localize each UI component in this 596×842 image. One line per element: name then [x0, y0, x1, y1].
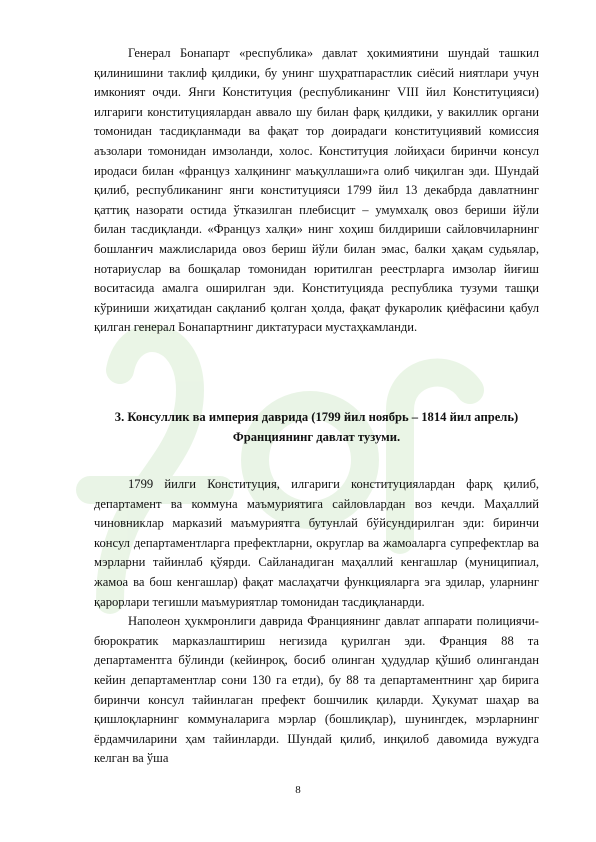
section-heading: 3. Консуллик ва империя даврида (1799 йил ноябрь – 1814 йил апрель) Франциянинг давлат тузуми.: [114, 409, 519, 444]
paragraph-top-1: Генерал Бонапарт «республика» давлат ҳокимиятини шундай ташкил қилинишини таклиф қилдики, бу унинг шуҳратпарастлик сиёсий ниятлари учун имконият очди. Янги Конституция (республиканинг VIII йил Конституцияси) илгариги конституциялардан аввало шу билан фарқ қилдики, у вакиллик органи томонидан тасдиқланмади ва фақат тор доирадаги конституциявий комиссия аъзолари томонидан имзоланди, холос. Конституция лойиҳаси биринчи консул иродаси билан «француз халқининг маъқуллаши»га олиб чиқилган эди. Шундай қилиб, республиканинг янги конституцияси 1799 йил 13 декабрда давлатнинг қаттиқ назорати остида ўтказилган плебисцит – умумхалқ овоз бериши йўли билан тасдиқланди. «Француз халқи» нинг хоҳиш билдириши сайловчиларнинг бошланғич мажлисларида овоз бериш йўли билан эмас, балки ҳақам судьялар, нотариуслар ва бошқалар томонидан юритилган реестрларга имзолар йиғиш воситасида амалга оширилган эди. Конституцияда республика тузуми ташқи кўриниши жиҳатидан сақланиб қолган ҳолда, фақат фукаролик қиёфасини қабул қилган генерал Бонапартнинг диктатураси мустаҳкамланди.: [94, 46, 539, 335]
page-content: [94, 44, 539, 769]
paragraph-bottom-1: 1799 йилги Конституция, илгариги конституциялардан фарқ қилиб, департамент ва коммуна маъмуриятига сайловлардан воз кечди. Маҳаллий чиновниклар марказий маъмуриятга бутунлай бўйсундирилган эди: биринчи консул департаментларга префектларни, округлар ва жамоаларга супрефектлар ва мэрларни тайинлаб қўярди. Сайланадиган маҳаллий кенгашлар (муниципиал, жамоа ва бош кенгашлар) фақат маслаҳатчи функцияларга эга эдилар, уларнинг қарорлари тегишли маъмуриятлар томонидан тасдиқланарди.: [94, 477, 539, 609]
paragraph-bottom-2: Наполеон ҳукмронлиги даврида Франциянинг давлат аппарати полициячи-бюрократик марказлаштириш негизида қурилган эди. Франция 88 та департаментга бўлинди (кейинроқ, босиб олинган ҳудудлар қўшиб олингандан кейин департаментлар сони 130 га етди), бу 88 та департаментнинг ҳар бирига биринчи консул тайинлаган префект бошчилик қиларди. Ҳукумат шаҳар ва қишлоқларнинг коммуналарига мэрлар (бошлиқлар), шунингдек, мэрларнинг ёрдамчиларини ҳам тайинларди. Шундай қилиб, инқилоб давомида вужудга келган ва ўша: [94, 614, 539, 766]
page-number: 8: [295, 784, 301, 796]
